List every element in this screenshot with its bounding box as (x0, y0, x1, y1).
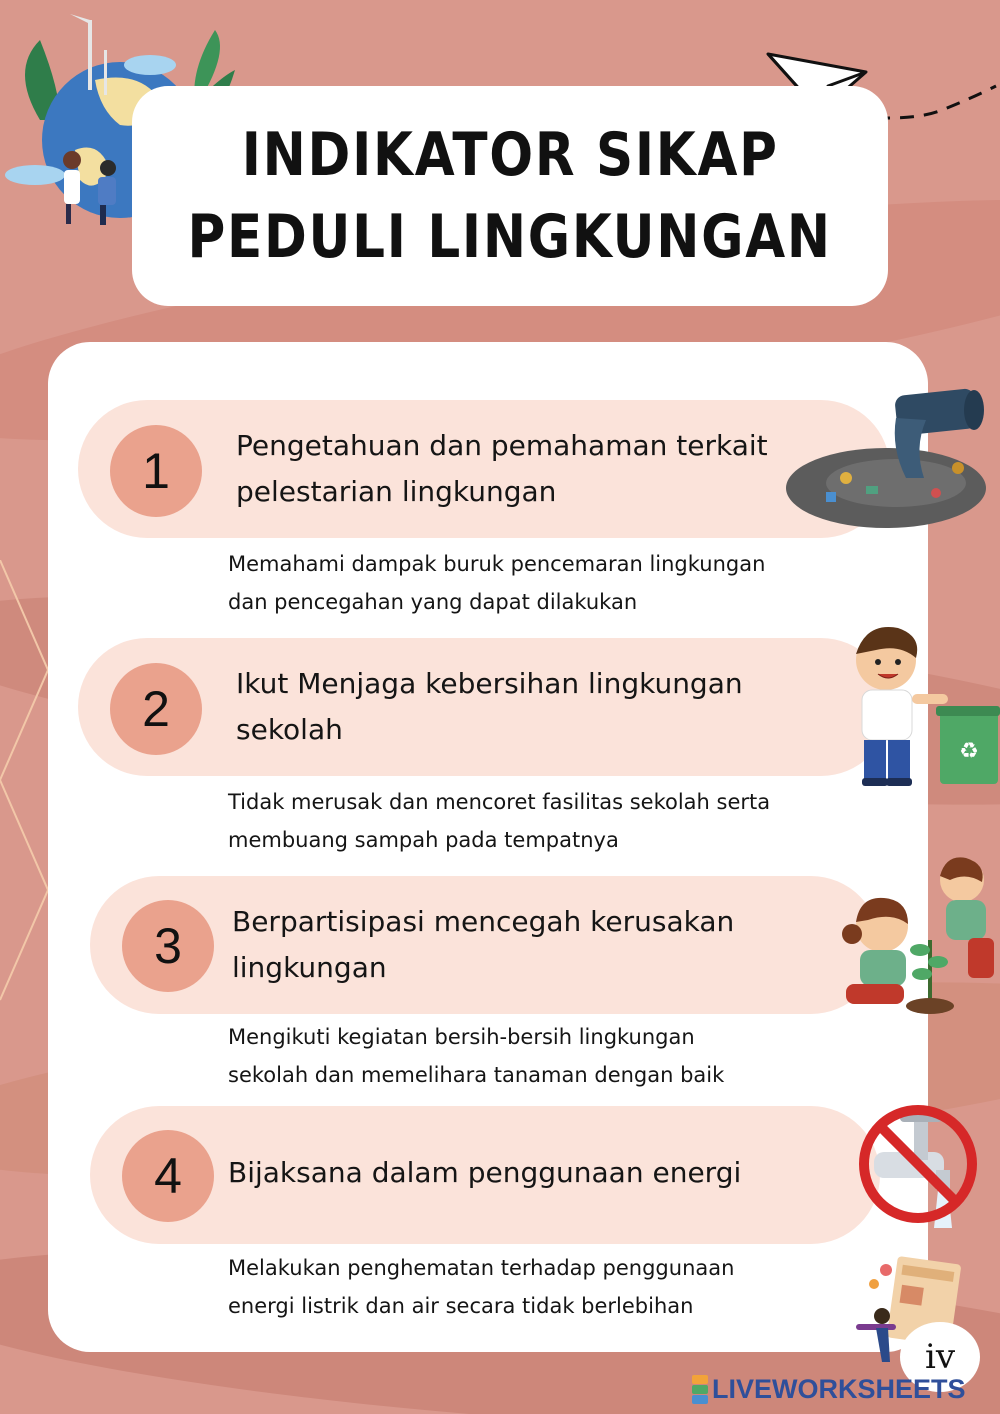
boy-trash-bin-icon (836, 616, 1000, 790)
indicator-number-2: 2 (110, 663, 202, 755)
indicator-desc-3: Mengikuti kegiatan bersih-bersih lingkungan sekolah dan memelihara tanaman dengan baik (228, 1025, 725, 1087)
liveworksheets-watermark (692, 1374, 966, 1405)
indicator-number-1: 1 (110, 425, 202, 517)
page-number: iv (900, 1322, 980, 1392)
indicator-title-2: Ikut Menjaga kebersihan lingkungan sekolah (236, 667, 743, 746)
watermark-text: LIVEWORKSHEETS (712, 1374, 966, 1404)
indicator-title-3: Berpartisipasi mencegah kerusakan lingkungan (232, 905, 735, 984)
indicator-number-3: 3 (122, 900, 214, 992)
page-title-line-1: INDIKATOR SIKAP (241, 120, 779, 190)
liveworksheets-logo-icon (692, 1375, 708, 1405)
indicator-desc-4: Melakukan penghematan terhadap penggunaan energi listrik dan air secara tidak berlebihan (228, 1256, 735, 1318)
kids-planting-icon (838, 850, 1000, 1020)
indicator-desc-1: Memahami dampak buruk pencemaran lingkungan dan pencegahan yang dapat dilakukan (228, 552, 766, 614)
page-title-line-2: PEDULI LINGKUNGAN (187, 202, 833, 272)
title-card (132, 86, 888, 306)
no-water-tap-icon (854, 1100, 984, 1230)
svg-text:♻: ♻ (959, 739, 979, 764)
indicator-title-4: Bijaksana dalam penggunaan energi (228, 1156, 742, 1189)
indicator-title-1: Pengetahuan dan pemahaman terkait pelestarian lingkungan (236, 429, 768, 508)
indicator-desc-2: Tidak merusak dan mencoret fasilitas sekolah serta membuang sampah pada tempatnya (228, 790, 771, 852)
pollution-barrel-icon (786, 388, 990, 530)
indicator-number-4: 4 (122, 1130, 214, 1222)
